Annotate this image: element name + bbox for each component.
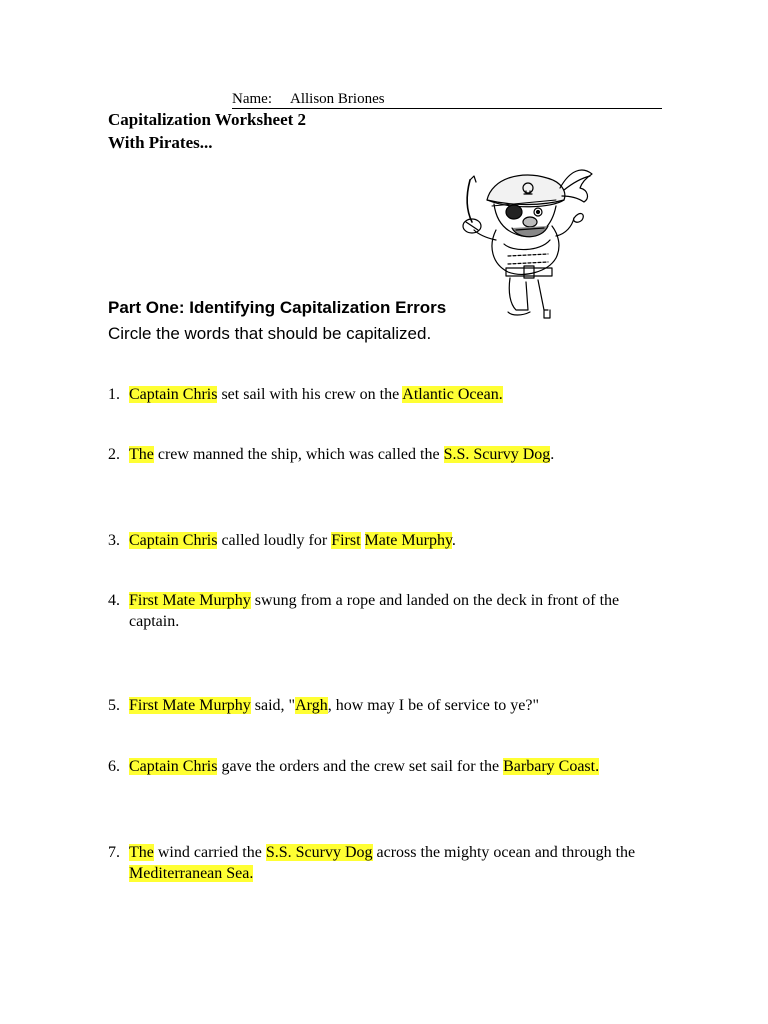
item-text [129, 756, 669, 777]
item-number: 6. [108, 758, 120, 775]
name-field [232, 90, 662, 109]
highlighted-word: Barbary Coast. [503, 758, 600, 775]
sentence-text: across the mighty ocean and through the [372, 844, 636, 861]
item-number: 4. [108, 592, 120, 609]
highlighted-word: Argh [295, 697, 328, 714]
name-label: Name: [232, 91, 272, 107]
part-one-instructions: Circle the words that should be capitalized. [108, 324, 432, 343]
item-text [129, 444, 669, 465]
pirate-illustration-icon [452, 160, 602, 320]
highlighted-word: First Mate Murphy [129, 697, 251, 714]
sentence-text: . [451, 532, 456, 549]
sentence-text: called loudly for [217, 532, 332, 549]
worksheet-title: Capitalization Worksheet 2 [108, 110, 307, 129]
item-number: 7. [108, 844, 120, 861]
sentence-text: set sail with his crew on the [217, 386, 403, 403]
item-text [129, 842, 669, 884]
sentence-text: crew manned the ship, which was called the [153, 446, 444, 463]
item-number: 5. [108, 697, 120, 714]
worksheet-subtitle: With Pirates... [108, 133, 213, 152]
highlighted-word: The [129, 446, 154, 463]
item-number: 1. [108, 386, 120, 403]
highlighted-word: Mediterranean Sea. [129, 865, 254, 882]
highlighted-word: Captain Chris [129, 758, 218, 775]
sentence-text: swung from a rope and landed on the deck in front of the captain. [129, 592, 620, 630]
part-one-heading: Part One: Identifying Capitalization Errors [108, 298, 447, 317]
highlighted-word: Atlantic Ocean. [402, 386, 503, 403]
item-number: 2. [108, 446, 120, 463]
highlighted-word: Mate Murphy [364, 532, 452, 549]
highlighted-word: The [129, 844, 154, 861]
item-text [129, 530, 669, 551]
sentence-text: said, " [250, 697, 296, 714]
item-text [129, 590, 669, 632]
highlighted-word: First [331, 532, 361, 549]
highlighted-word: S.S. Scurvy Dog [443, 446, 551, 463]
sentence-text: . [550, 446, 555, 463]
item-number: 3. [108, 532, 120, 549]
name-value: Allison Briones [290, 91, 385, 107]
item-text [129, 695, 669, 716]
highlighted-word: S.S. Scurvy Dog [265, 844, 373, 861]
sentence-text: wind carried the [153, 844, 266, 861]
sentence-text [361, 532, 365, 549]
highlighted-word: Captain Chris [129, 532, 218, 549]
highlighted-word: First Mate Murphy [129, 592, 251, 609]
highlighted-word: Captain Chris [129, 386, 218, 403]
sentence-text: , how may I be of service to ye?" [327, 697, 540, 714]
sentence-text: gave the orders and the crew set sail for the [217, 758, 504, 775]
item-text [129, 384, 669, 405]
